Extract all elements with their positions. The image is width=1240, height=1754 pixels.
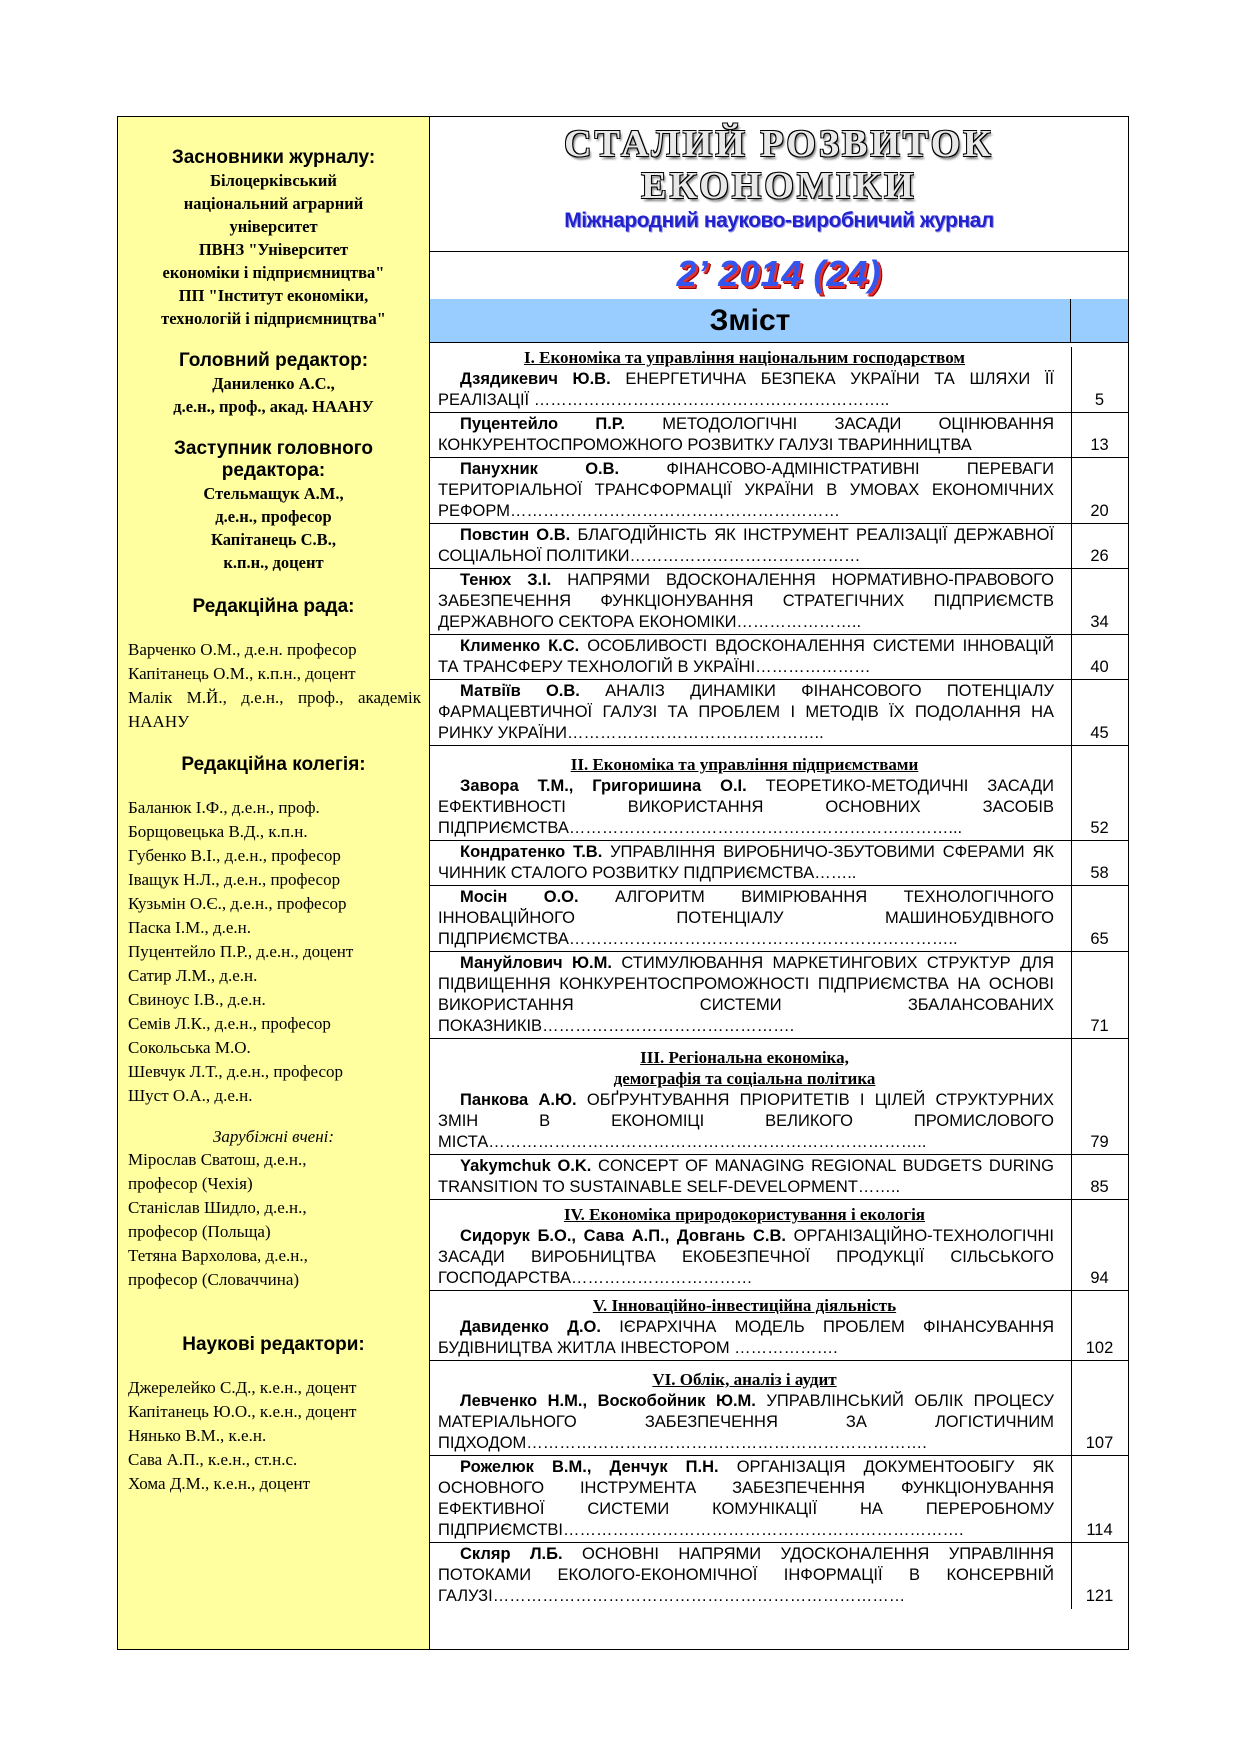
deputy-editor-heading: Заступник головного редактора: (173, 438, 374, 481)
founder-line: Білоцерківський (210, 171, 337, 190)
toc-entry[interactable] (430, 1543, 1128, 1608)
chief-line: д.е.н., проф., акад. НААНУ (173, 397, 374, 416)
entry-page: 5 (1094, 391, 1105, 409)
toc-entry[interactable] (430, 635, 1128, 680)
college-member: Пуцентейло П.Р., д.е.н., доцент (128, 942, 354, 961)
masthead (430, 117, 1128, 252)
entry-title: ОБҐРУНТУВАННЯ ПРІОРИТЕТІВ І ЦІЛЕЙ СТРУКТУРНИХ ЗМІН В ЕКОНОМІЦІ ВЕЛИКОГО ПРОМИСЛОВОГО МІСТА…………………………………………………………………….. (438, 1091, 1054, 1151)
toc-entry[interactable] (430, 368, 1128, 413)
college-member: Кузьмін О.Є., д.е.н., професор (128, 894, 347, 913)
entry-title: МЕТОДОЛОГІЧНІ ЗАСАДИ ОЦІНЮВАННЯ КОНКУРЕНТОСПРОМОЖНОГО РОЗВИТКУ ГАЛУЗІ ТВАРИННИЦТВА (438, 415, 1055, 454)
entry-author: Рожелюк В.М., Денчук П.Н. (460, 1458, 719, 1476)
foreign-line: професор (Чехія) (128, 1174, 253, 1193)
section-row (430, 1039, 1128, 1089)
foreign-line: професор (Словаччина) (128, 1270, 300, 1289)
toc-entry[interactable] (430, 952, 1128, 1039)
entry-page: 58 (1090, 864, 1109, 882)
toc-entry[interactable] (430, 413, 1128, 458)
entry-page: 114 (1086, 1521, 1113, 1539)
foreign-line: професор (Польща) (128, 1222, 271, 1241)
toc-entry[interactable] (430, 1089, 1128, 1155)
entry-title: УПРАВЛІННЯ ВИРОБНИЧО-ЗБУТОВИМИ СФЕРАМИ ЯК ЧИННИК СТАЛОГО РОЗВИТКУ ПІДПРИЄМСТВА…….. (438, 843, 1054, 882)
section-row (430, 1361, 1128, 1390)
journal-subtitle: Міжнародний науково-виробничий журнал (564, 209, 994, 232)
contents-header (430, 299, 1128, 343)
entry-title: БЛАГОДІЙНІСТЬ ЯК ІНСТРУМЕНТ РЕАЛІЗАЦІЇ ДЕРЖАВНОЇ СОЦІАЛЬНОЇ ПОЛІТИКИ…………………………………… (438, 526, 1054, 565)
entry-author: Скляр Л.Б. (460, 1545, 563, 1563)
journal-title-line: СТАЛИЙ РОЗВИТОК (564, 123, 994, 165)
deputy-line: д.е.н., професор (215, 507, 332, 526)
toc-entry[interactable] (430, 1456, 1128, 1543)
deputy-line: к.п.н., доцент (223, 553, 324, 572)
entry-page: 71 (1090, 1017, 1109, 1035)
entry-page: 121 (1085, 1587, 1114, 1605)
board-member: Варченко О.М., д.е.н. професор (128, 640, 357, 659)
entry-page: 65 (1090, 930, 1109, 948)
entry-author: Левченко Н.М., Воскобойник Ю.М. (460, 1392, 756, 1410)
deputy-line: Капітанець С.В., (211, 530, 336, 549)
toc-entry[interactable] (430, 775, 1128, 841)
entry-title: ЕНЕРГЕТИЧНА БЕЗПЕКА УКРАЇНИ ТА ШЛЯХИ ЇЇ РЕАЛІЗАЦІЇ ……………………………………………………….. (438, 370, 1054, 409)
founders-heading: Засновники журналу: (171, 147, 376, 168)
entry-author: Повстин О.В. (460, 526, 571, 544)
science-editors-list (118, 1376, 429, 1496)
page-frame (117, 116, 1129, 1650)
entry-page: 45 (1090, 724, 1109, 742)
foreign-heading: Зарубіжні вчені: (212, 1127, 335, 1146)
journal-title (430, 117, 1128, 207)
founder-line: ПВНЗ "Університет (198, 240, 349, 259)
entry-title: НАПРЯМИ ВДОСКОНАЛЕННЯ НОРМАТИВНО-ПРАВОВОГО ЗАБЕЗПЕЧЕННЯ ФУНКЦІОНУВАННЯ СТРАТЕГІЧНИХ ПІДПРИЄМСТВ ДЕРЖАВНОГО СЕКТОРА ЕКОНОМІКИ………………….. (438, 571, 1054, 631)
section-row (430, 347, 1128, 368)
foreign-line: Станіслав Шидло, д.е.н., (128, 1198, 307, 1217)
science-editor: Джерелейко С.Д., к.е.н., доцент (128, 1378, 357, 1397)
founders-list (118, 169, 429, 330)
founder-line: національний аграрний (183, 194, 364, 213)
entry-author: Панухник О.В. (460, 460, 620, 478)
entry-title: CONCEPT OF MANAGING REGIONAL BUDGETS DURING TRANSITION TO SUSTAINABLE SELF-DEVELOPMENT…….. (438, 1157, 1054, 1196)
entry-page: 40 (1090, 658, 1109, 676)
entry-title: ФІНАНСОВО-АДМІНІСТРАТИВНІ ПЕРЕВАГИ ТЕРИТОРІАЛЬНОЇ ТРАНСФОРМАЦІЇ УКРАЇНИ В УМОВАХ ЕКОНОМІЧНИХ РЕФОРМ…………………………………………………… (438, 460, 1054, 520)
section-title: ІІ. Економіка та управління підприємствами (570, 755, 919, 774)
chief-line: Даниленко А.С., (212, 374, 335, 393)
entry-author: Клименко К.С. (460, 637, 580, 655)
entry-title: ОРГАНІЗАЦІЙНО-ТЕХНОЛОГІЧНІ ЗАСАДИ ВИРОБНИЦТВА ЕКОБЕЗПЕЧНОЇ ПРОДУКЦІЇ СІЛЬСЬКОГО ГОСПОДАРСТВА…………………………… (438, 1227, 1054, 1287)
editorial-sidebar (118, 117, 430, 1649)
toc-entry[interactable] (430, 841, 1128, 886)
entry-title: АНАЛІЗ ДИНАМІКИ ФІНАНСОВОГО ПОТЕНЦІАЛУ ФАРМАЦЕВТИЧНОЇ ГАЛУЗІ ТА ПРОБЛЕМ І МЕТОДІВ ЇХ ПОДОЛАННЯ НА РИНКУ УКРАЇНИ……………………………………….. (438, 682, 1054, 742)
founder-line: ПП "Інститут економіки, (178, 286, 369, 305)
entry-title: ОРГАНІЗАЦІЯ ДОКУМЕНТООБІГУ ЯК ОСНОВНОГО ІНСТРУМЕНТА ЗАБЕЗПЕЧЕННЯ ФУНКЦІОНУВАННЯ ЕФЕКТИВНОЇ СИСТЕМИ КОМУНІКАЦІЇ НА ПЕРЕРОБНОМУ ПІДПРИЄМСТВІ………………………………………………………………. (438, 1458, 1054, 1539)
toc-entry[interactable] (430, 1225, 1128, 1291)
entry-page: 79 (1090, 1133, 1109, 1151)
table-of-contents (430, 347, 1128, 1608)
deputy-editors (118, 482, 429, 574)
entry-page: 94 (1090, 1269, 1109, 1287)
entry-author: Матвіїв О.В. (460, 682, 580, 700)
section-title: демографія та соціальна політика (613, 1069, 876, 1088)
contents-title: Зміст (430, 299, 1071, 342)
college-member: Губенко В.І., д.е.н., професор (128, 846, 341, 865)
toc-entry[interactable] (430, 458, 1128, 524)
entry-author: Мануйлович Ю.М. (460, 954, 612, 972)
entry-author: Мосін О.О. (460, 888, 579, 906)
entry-page: 20 (1090, 502, 1109, 520)
college-member: Семів Л.К., д.е.н., професор (128, 1014, 331, 1033)
entry-author: Панкова А.Ю. (460, 1091, 577, 1109)
entry-title: СТИМУЛЮВАННЯ МАРКЕТИНГОВИХ СТРУКТУР ДЛЯ ПІДВИЩЕННЯ КОНКУРЕНТОСПРОМОЖНОСТІ ПІДПРИЄМСТВА НА ОСНОВІ ВИКОРИСТАННЯ СИСТЕМИ ЗБАЛАНСОВАНИХ ПОКАЗНИКІВ………………………………………. (438, 954, 1054, 1035)
deputy-line: Стельмащук А.М., (203, 484, 344, 503)
college-member: Сокольська М.О. (128, 1038, 251, 1057)
science-editor: Нянько В.М., к.е.н. (128, 1426, 267, 1445)
toc-entry[interactable] (430, 680, 1128, 746)
section-row (430, 746, 1128, 775)
founder-line: університет (229, 217, 318, 236)
section-title: VІ. Облік, аналіз і аудит (652, 1370, 837, 1389)
section-row (430, 1291, 1128, 1316)
board-list (118, 638, 429, 734)
college-member: Борщовецька В.Д., к.п.н. (128, 822, 308, 841)
issue-banner (430, 251, 1128, 300)
college-member: Шуст О.А., д.е.н. (128, 1086, 253, 1105)
board-heading: Редакційна рада: (192, 596, 355, 617)
entry-title: ІЄРАРХІЧНА МОДЕЛЬ ПРОБЛЕМ ФІНАНСУВАННЯ БУДІВНИЦТВА ЖИТЛА ІНВЕСТОРОМ ………………. (438, 1318, 1055, 1357)
entry-author: Давиденко Д.О. (460, 1318, 601, 1336)
entry-title: ОСНОВНІ НАПРЯМИ УДОСКОНАЛЕННЯ УПРАВЛІННЯ ПОТОКАМИ ЕКОЛОГО-ЕКОНОМІЧНОЇ ІНФОРМАЦІЇ В КОНСЕРВНІЙ ГАЛУЗІ………………………………………………………………… (438, 1545, 1054, 1605)
entry-author: Дзядикевич Ю.В. (460, 370, 611, 388)
toc-entry[interactable] (430, 886, 1128, 952)
entry-page: 107 (1085, 1434, 1114, 1452)
college-member: Сатир Л.М., д.е.н. (128, 966, 258, 985)
entry-author: Yakymchuk O.K. (460, 1157, 592, 1175)
board-member: Малік М.Й., д.е.н., проф., академік НААНУ (128, 688, 421, 731)
founder-line: технологій і підприємництва" (161, 309, 386, 328)
section-title: ІІІ. Регіональна економіка, (640, 1048, 849, 1067)
college-member: Шевчук Л.Т., д.е.н., професор (128, 1062, 344, 1081)
section-title: V. Інноваційно-інвестиційна діяльність (592, 1296, 897, 1315)
chief-editor (118, 372, 429, 418)
toc-entry[interactable] (430, 1155, 1128, 1200)
issue-number: 2’ 2014 (24) (676, 253, 882, 294)
entry-author: Пуцентейло П.Р. (460, 415, 625, 433)
board-member: Капітанець О.М., к.п.н., доцент (128, 664, 356, 683)
college-list (118, 796, 429, 1108)
entry-page: 13 (1090, 436, 1109, 454)
toc-entry[interactable] (430, 569, 1128, 635)
college-member: Свиноус І.В., д.е.н. (128, 990, 266, 1009)
science-editors-heading: Наукові редактори: (182, 1334, 365, 1355)
founder-line: економіки і підприємництва" (162, 263, 385, 282)
toc-entry[interactable] (430, 1390, 1128, 1456)
science-editor: Хома Д.М., к.е.н., доцент (128, 1474, 311, 1493)
entry-author: Тенюх З.І. (460, 571, 552, 589)
entry-author: Завора Т.М., Григоришина О.І. (460, 777, 747, 795)
section-row (430, 1200, 1128, 1225)
section-title: І. Економіка та управління національним господарством (523, 348, 966, 367)
entry-title: АЛГОРИТМ ВИМІРЮВАННЯ ТЕХНОЛОГІЧНОГО ІННОВАЦІЙНОГО ПОТЕНЦІАЛУ МАШИНОБУДІВНОГО ПІДПРИЄМСТВА…………………………………………………………….. (438, 888, 1054, 948)
entry-title: ТЕОРЕТИКО-МЕТОДИЧНІ ЗАСАДИ ЕФЕКТИВНОСТІ ВИКОРИСТАННЯ ОСНОВНИХ ЗАСОБІВ ПІДПРИЄМСТВА……………………………………………………………... (438, 777, 1054, 837)
foreign-line: Тетяна Вархолова, д.е.н., (128, 1246, 308, 1265)
section-title: ІV. Економіка природокористування і екологія (563, 1205, 926, 1224)
chief-editor-heading: Головний редактор: (178, 350, 369, 371)
entry-page: 85 (1090, 1178, 1109, 1196)
college-member: Паска І.М., д.е.н. (128, 918, 251, 937)
journal-title-line: ЕКОНОМІКИ (641, 165, 917, 207)
toc-entry[interactable] (430, 524, 1128, 569)
toc-entry[interactable] (430, 1316, 1128, 1361)
entry-page: 52 (1090, 819, 1109, 837)
entry-author: Кондратенко Т.В. (460, 843, 603, 861)
college-member: Баланюк І.Ф., д.е.н., проф. (128, 798, 320, 817)
entry-title: ОСОБЛИВОСТІ ВДОСКОНАЛЕННЯ СИСТЕМИ ІННОВАЦІЙ ТА ТРАНСФЕРУ ТЕХНОЛОГІЙ В УКРАЇНІ………………… (438, 637, 1054, 676)
entry-title: УПРАВЛІНСЬКИЙ ОБЛІК ПРОЦЕСУ МАТЕРІАЛЬНОГО ЗАБЕЗПЕЧЕННЯ ЗА ЛОГІСТИЧНИМ ПІДХОДОМ………………………………………………………………. (438, 1392, 1054, 1452)
entry-page: 102 (1085, 1339, 1114, 1357)
college-member: Іващук Н.Л., д.е.н., професор (128, 870, 341, 889)
entry-page: 26 (1090, 547, 1109, 565)
contents-panel (430, 117, 1128, 1649)
science-editor: Капітанець Ю.О., к.е.н., доцент (128, 1402, 357, 1421)
college-heading: Редакційна колегія: (181, 754, 366, 775)
entry-author: Сидорук Б.О., Сава А.П., Довгань С.В. (460, 1227, 786, 1245)
foreign-list (118, 1148, 429, 1292)
science-editor: Сава А.П., к.е.н., ст.н.с. (128, 1450, 298, 1469)
entry-page: 34 (1090, 613, 1109, 631)
foreign-line: Міроcлав Сватош, д.е.н., (128, 1150, 307, 1169)
